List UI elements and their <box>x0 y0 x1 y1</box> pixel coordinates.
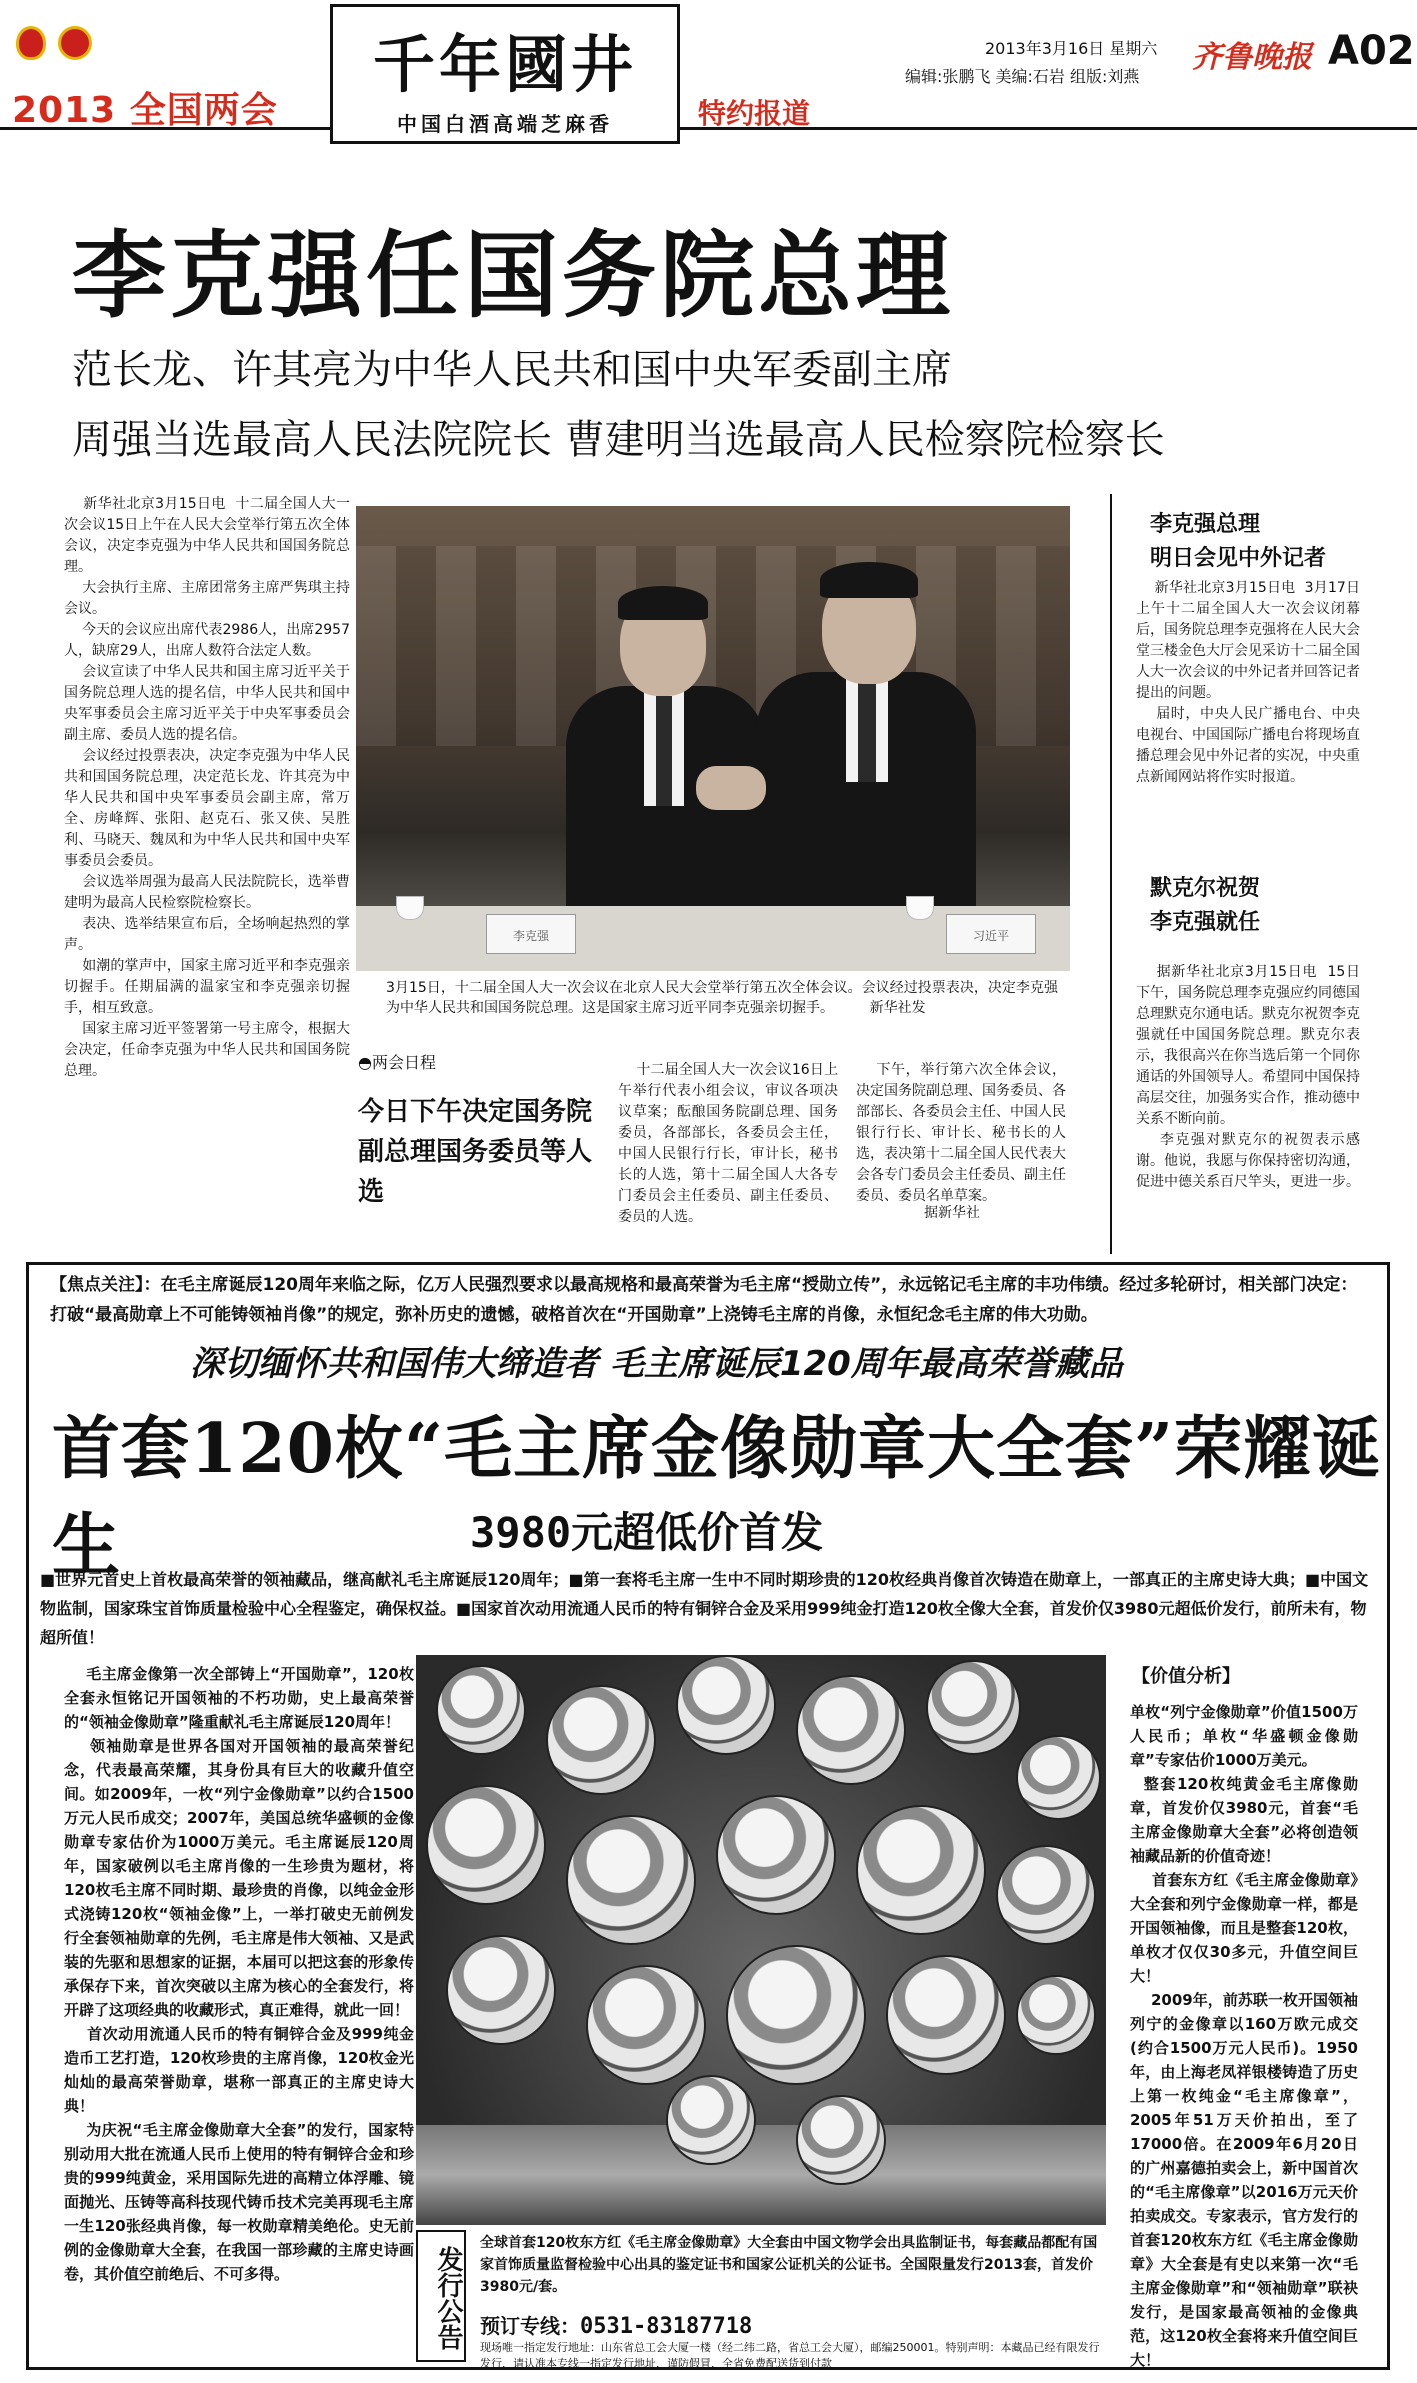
photo-figure-right <box>736 522 976 971</box>
photo-caption: 3月15日，十二届全国人大一次会议在北京人民大会堂举行第五次全体会议。会议经过投票表决，决定李克强为中华人民共和国国务院总理。这是国家主席习近平同李克强亲切握手。 新华社发 <box>386 980 1058 1016</box>
ad-kicker: 深切缅怀共和国伟大缔造者 毛主席诞辰120周年最高荣誉藏品 <box>190 1344 1123 1384</box>
release-address: 现场唯一指定发行地址：山东省总工会大厦一楼（经二纬二路，省总工会大厦），邮编250001。特别声明：本藏品已经有限发行发行，请认准本专线一指定发行地址，谨防假冒，全省免费配送货到付款 <box>480 2341 1100 2370</box>
nameplate-right: 习近平 <box>946 914 1036 954</box>
newspaper-name: 齐鲁晚报 <box>1192 40 1312 75</box>
national-emblem-icon <box>16 26 46 60</box>
subheadline-1: 范长龙、许其亮为中华人民共和国中央军委副主席 <box>72 347 952 393</box>
medal-icon <box>676 1655 776 1755</box>
value-analysis-heading: 【价值分析】 <box>1132 1666 1240 1687</box>
handshake <box>696 766 766 810</box>
sponsor-slogan: 中国白酒高端芝麻香 <box>397 112 613 136</box>
medal-icon <box>1016 1975 1096 2055</box>
medal-icon <box>926 1660 1021 1755</box>
medal-icon <box>716 1795 836 1915</box>
sidebar-body-2: 据新华社北京3月15日电 15日下午，国务院总理李克强应约同德国总理默克尔通电话。默克尔祝贺李克强就任中国国务院总理。默克尔表示，我很高兴在你当选后第一个同你通话的外国领导人。希望同中国保持高层交往，加强务实合作，推动德中关系不断向前。 李克强对默克尔的祝贺表示感谢。他说，我愿与你保持密切沟通，促进中德关系百尺竿头，更进一步。 <box>1136 964 1360 1190</box>
medal-icon <box>546 1685 656 1795</box>
release-notice-text: 全球首套120枚东方红《毛主席金像勋章》大全套由中国文物学会出具监制证书，每套藏品都配有国家首饰质量监督检验中心出具的鉴定证书和国家公证机关的公证书。全国限量发行2013套，首发价3980元/套。 <box>480 2235 1098 2295</box>
sponsor-name: 千年國井 <box>372 28 637 101</box>
page-number: A02 <box>1328 28 1415 74</box>
schedule-body-1: 十二届全国人大一次会议16日上午举行代表小组会议，审议各项决议草案；酝酿国务院副总理、国务委员，各部部长，各委员会主任，中国人民银行行长，审计长，秘书长的人选，第十二届全国人大各专门委员会主任委员、副主任委员、委员的人选。 <box>618 1062 838 1225</box>
release-notice-tag: 发行公告 <box>416 2230 466 2362</box>
section-label: 2013 全国两会 <box>12 90 278 131</box>
medal-icon <box>666 2075 756 2165</box>
ad-title: 首套120枚“毛主席金像勋章大全套”荣耀诞生 <box>52 1409 1382 1586</box>
npc-emblem-icon <box>58 26 92 60</box>
schedule-title: 今日下午决定国务院副总理国务委员等人选 <box>358 1097 593 1207</box>
medal-icon <box>796 2095 886 2185</box>
order-hotline <box>480 2310 752 2339</box>
special-report-label: 特约报道 <box>698 97 811 130</box>
medal-icon <box>436 1665 526 1755</box>
main-headline: 李克强任国务院总理 <box>72 221 955 331</box>
medal-icon <box>726 1945 866 2085</box>
medal-icon <box>446 1935 556 2045</box>
schedule-label: ◓两会日程 <box>358 1053 436 1072</box>
medal-ribbon <box>416 2125 1106 2225</box>
medal-icon <box>566 1815 696 1945</box>
value-analysis-body: 单枚“列宁金像勋章”价值1500万人民币；单枚“华盛顿金像勋章”专家估价1000万美元。 整套120枚纯黄金毛主席像勋章，首发价仅3980元，首套“毛主席金像勋章大全套”必将创造领袖藏品新的价值奇迹！ 首套东方红《毛主席金像勋章》大全套和列宁金像勋章一样，都是开国领袖像，而且是整套120枚，单枚才仅仅30多元，升值空间巨大！ 2009年，前苏联一枚开国领袖列宁的金像章以160万欧元成交(约合1500万元人民币)。1950年，由上海老凤祥银楼铸造了历史上第一枚纯金“毛主席像章”，2005年51万天价拍出，至了17000倍。在2009年6月20日的广州嘉德拍卖会上，新中国首次的“毛主席像章”以2016万元天价拍卖成交。专家表示，官方发行的首套120枚东方红《毛主席金像勋章》大全套是有史以来第一次“毛主席金像勋章”和“领袖勋章”联袂发行，是国家最高领袖的金像典范，这120枚全套将来升值空间巨大！ <box>1130 1703 1359 2369</box>
medal-icon <box>796 1675 906 1785</box>
schedule-source: 据新华社 <box>924 1205 980 1221</box>
column-divider <box>1110 494 1112 1254</box>
medal-collection-image <box>416 1655 1106 2225</box>
medal-icon <box>426 1785 546 1905</box>
editor-credits: 编辑:张鹏飞 美编:石岩 组版:刘燕 <box>905 67 1140 86</box>
sidebar-headline-2: 默克尔祝贺 李克强就任 <box>1150 876 1261 935</box>
hotline-number: 0531-83187718 <box>580 2314 753 2339</box>
nameplate-left: 李克强 <box>486 914 576 954</box>
subheadline-2: 周强当选最高人民法院院长 曹建明当选最高人民检察院检察长 <box>72 417 1165 463</box>
lead-article-body: 新华社北京3月15日电 十二届全国人大一次会议15日上午在人民大会堂举行第五次全体会议，决定李克强为中华人民共和国国务院总理。 大会执行主席、主席团常务主席严隽琪主持会议。 今天的会议应出席代表2986人，出席2957人，缺席29人，出席人数符合法定人数。 会议宣读了中华人民共和国主席习近平关于国务院总理人选的提名信，中华人民共和国中央军事委员会主席习近平关于中央军事委员会副主席、委员人选的提名信。 会议经过投票表决，决定李克强为中华人民共和国国务院总理，决定范长龙、许其亮为中华人民共和国中央军事委员会副主席，常万全、房峰辉、张阳、赵克石、张又侠、吴胜利、马晓天、魏凤和为中华人民共和国中央军事委员会委员。 会议选举周强为最高人民法院院长，选举曹建明为最高人民检察院检察长。 表决、选举结果宣布后，全场响起热烈的掌声。 如潮的掌声中，国家主席习近平和李克强亲切握手。任期届满的温家宝和李克强亲切握手，相互致意。 国家主席习近平签署第一号主席令，根据大会决定，任命李克强为中华人民共和国国务院总理。 <box>64 496 350 1079</box>
medal-icon <box>856 1805 986 1935</box>
sponsor-logo <box>330 4 680 144</box>
ad-left-body: 毛主席金像第一次全部铸上“开国勋章”，120枚全套永恒铭记开国领袖的不朽功勋，史上最高荣誉的“领袖金像勋章”隆重献礼毛主席诞辰120周年！ 领袖勋章是世界各国对开国领袖的最高荣誉纪念，代表最高荣耀，其身份具有巨大的收藏升值空间。如2009年，一枚“列宁金像勋章”以约合1500万元人民币成交；2007年，美国总统华盛顿的金像勋章专家估价为1000万美元。毛主席诞辰120周年，国家破例以毛主席肖像的一生珍贵为题材，将120枚毛主席不同时期、最珍贵的肖像，以纯金金形式浇铸120枚“领袖金像”上，一举打破史无前例发行全套领袖勋章的先例，毛主席是伟大领袖、又是武装的先驱和思想家的证据，本届可以把这套的形象传承保存下来，首次突破以主席为核心的全套发行，将开辟了这项经典的收藏形式，真正难得，就此一回！ 首次动用流通人民币的特有铜锌合金及999纯金造币工艺打造，120枚珍贵的主席肖像，120枚金光灿灿的最高荣誉勋章，堪称一部真正的主席史诗大典！ 为庆祝“毛主席金像勋章大全套”的发行，国家特别动用大批在流通人民币上使用的特有铜锌合金和珍贵的999纯黄金，采用国际先进的高精立体浮雕、镜面抛光、压铸等高科技现代铸币技术完美再现毛主席一生120张经典肖像，每一枚勋章精美绝伦。史无前例的金像勋章大全套，在我国一部珍藏的主席史诗画卷，其价值空前绝后、不可多得。 <box>64 1665 415 2283</box>
ad-price: 3980元超低价首发 <box>470 1508 824 1557</box>
sidebar-body-1: 新华社北京3月15日电 3月17日上午十二届全国人大一次会议闭幕后，国务院总理李克强将在人民大会堂三楼金色大厅会见采访十二届全国人大一次会议的中外记者并回答记者提出的问题。 届时，中央人民广播电台、中央电视台、中国国际广播电台将现场直播总理会见中外记者的实况，中央重点新闻网站将作实时报道。 <box>1136 580 1361 785</box>
medal-icon <box>886 1955 1006 2075</box>
ad-selling-points: ■世界元首史上首枚最高荣誉的领袖藏品，继高献礼毛主席诞辰120周年；■第一套将毛主席一生中不同时期珍贵的120枚经典肖像首次铸造在勋章上，一部真正的主席史诗大典；■中国文物监制，国家珠宝首饰质量检验中心全程鉴定，确保权益。■国家首次动用流通人民币的特有铜锌合金及采用999纯金打造120枚全像大全套，首发价仅3980元超低价发行，前所未有，物超所值！ <box>40 1570 1369 1647</box>
medal-icon <box>586 1965 706 2085</box>
issue-date: 2013年3月16日 星期六 <box>985 39 1158 58</box>
sidebar-headline-1: 李克强总理 明日会见中外记者 <box>1150 512 1327 571</box>
medal-icon <box>996 1845 1096 1945</box>
page-header <box>0 0 1417 136</box>
news-photo <box>356 506 1070 971</box>
ad-intro: 【焦点关注】：在毛主席诞辰120周年来临之际，亿万人民强烈要求以最高规格和最高荣誉为毛主席“授勋立传”，永远铭记毛主席的丰功伟绩。经过多轮研讨，相关部门决定：打破“最高勋章上不可能铸领袖肖像”的规定，弥补历史的遗憾，破格首次在“开国勋章”上浇铸毛主席的肖像，永恒纪念毛主席的伟大功勋。 <box>50 1275 1358 1325</box>
schedule-body-2: 下午，举行第六次全体会议，决定国务院副总理、国务委员、各部部长、各委员会主任、中国人民银行行长、审计长、秘书长的人选，表决第十二届全国人民代表大会各专门委员会主任委员、副主任委员、委员名单草案。 <box>856 1062 1066 1204</box>
medal-icon <box>1016 1735 1101 1820</box>
hotline-label: 预订专线： <box>480 2314 580 2338</box>
